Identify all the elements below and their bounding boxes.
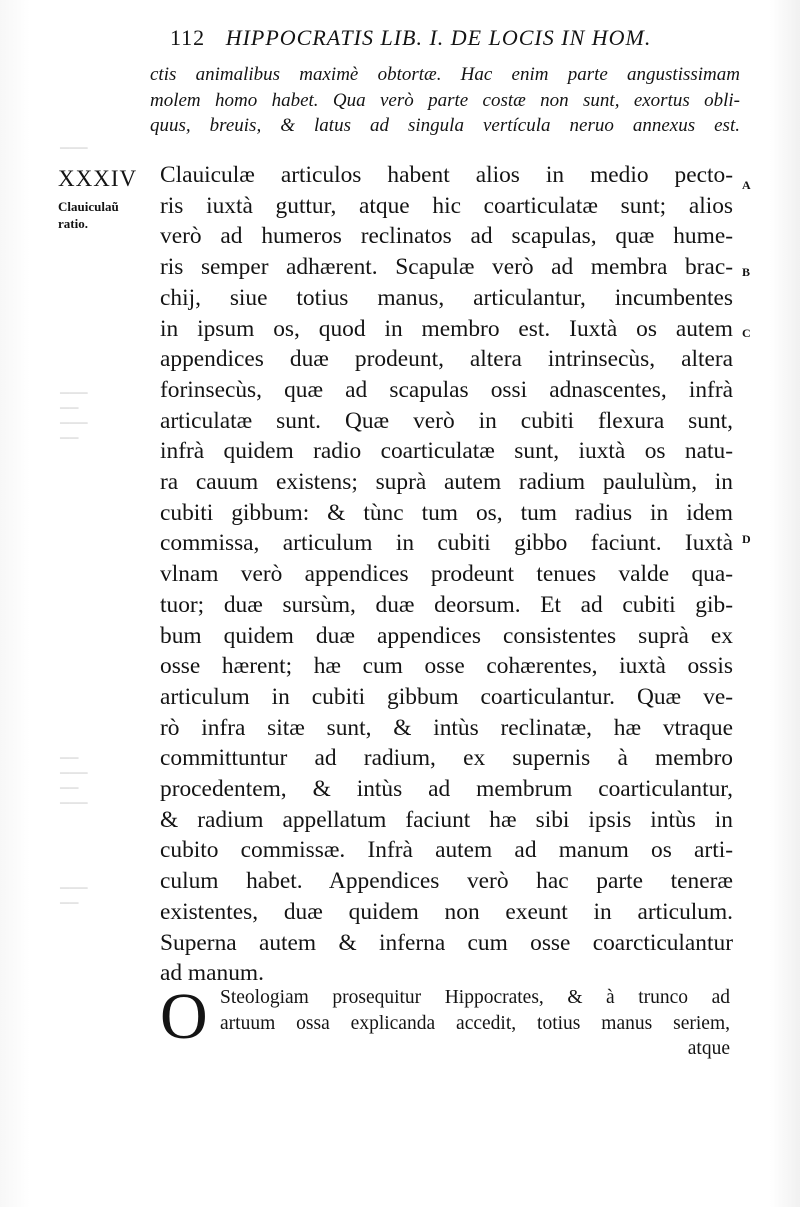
text-line: bum quidem duæ appendices consistentes suprà ex	[160, 622, 733, 649]
text-line: cubito commissæ. Infrà autem ad manum os arti-	[160, 837, 733, 864]
text-line: commissa, articulum in cubiti gibbo faciunt. Iuxtà	[160, 530, 733, 557]
main-text	[160, 160, 733, 989]
page-number: 112	[170, 25, 206, 50]
text-line: articulum in cubiti gibbum coarticulantur. Quæ ve-	[160, 683, 733, 710]
text-line: rò infra sitæ sunt, & intùs reclinatæ, hæ vtraque	[160, 714, 733, 741]
text-line: culum habet. Appendices verò hac parte teneræ	[160, 868, 733, 895]
drop-cap: O	[160, 980, 208, 1053]
left-margin-notes	[58, 166, 154, 232]
side-letter: C	[742, 326, 751, 340]
running-title: HIPPOCRATIS LIB. I. DE LOCIS IN HOM.	[225, 25, 652, 50]
text-line: forinsecùs, quæ ad scapulas ossi adnascentes, infrà	[160, 376, 733, 403]
carryover-line: quus, breuis, & latus ad singula vertícula neruo annexus est.	[150, 115, 740, 136]
text-line: Superna autem & inferna cum osse coarcticulantur	[160, 929, 733, 956]
text-line: ris semper adhærent. Scapulæ verò ad membra brac-	[160, 254, 733, 281]
text-line: vlnam verò appendices prodeunt tenues valde qua-	[160, 561, 733, 588]
carryover-text	[150, 62, 740, 139]
margin-note-line: ratio.	[58, 216, 88, 231]
catchword: atque	[687, 1038, 730, 1059]
carryover-line: molem homo habet. Qua verò parte costæ non sunt, exortus obli-	[150, 89, 740, 111]
text-line: ad manum.	[160, 960, 264, 987]
text-line: osse hærent; hæ cum osse cohærentes, iuxtà ossis	[160, 653, 733, 680]
text-line: procedentem, & intùs ad membrum coarticulantur,	[160, 776, 733, 803]
text-line: tuor; duæ sursùm, duæ deorsum. Et ad cubiti gib-	[160, 591, 733, 618]
carryover-line: ctis animalibus maximè obtortæ. Hac enim parte angustissimam	[150, 64, 740, 85]
text-line: committuntur ad radium, ex supernis à membro	[160, 745, 733, 772]
text-line: & radium appellatum faciunt hæ sibi ipsis intùs in	[160, 806, 733, 833]
bleed-through-mark: ─── ── ─── ──	[60, 385, 88, 445]
margin-note-line: Clauiculaũ	[58, 199, 119, 214]
text-line: Clauiculæ articulos habent alios in medio pecto-	[160, 162, 733, 188]
text-line: chij, siue totius manus, articulantur, incumbentes	[160, 284, 733, 311]
commentary	[160, 980, 730, 1062]
bleed-through-mark: ───	[60, 140, 88, 155]
text-line: ris iuxtà guttur, atque hic coarticulatæ sunt; alios	[160, 192, 733, 219]
bleed-through-mark: ── ─── ── ───	[60, 750, 88, 810]
text-line: appendices duæ prodeunt, altera intrinsecùs, altera	[160, 346, 733, 373]
commentary-line: artuum ossa explicanda accedit, totius manus seriem,	[220, 1012, 730, 1034]
commentary-line: Steologiam prosequitur Hippocrates, & à trunco ad	[220, 987, 730, 1008]
text-line: ra cauum existens; suprà autem radium paululùm, in	[160, 469, 733, 496]
side-letter: D	[742, 532, 751, 546]
text-line: cubiti gibbum: & tùnc tum os, tum radius in idem	[160, 499, 733, 526]
text-line: infrà quidem radio coarticulatæ sunt, iuxtà os natu-	[160, 438, 733, 465]
running-header	[170, 25, 690, 51]
text-line: articulatæ sunt. Quæ verò in cubiti flexura sunt,	[160, 407, 733, 434]
text-line: existentes, duæ quidem non exeunt in articulum.	[160, 898, 733, 925]
side-letter: B	[742, 265, 751, 279]
text-line: verò ad humeros reclinatos ad scapulas, quæ hume-	[160, 223, 733, 250]
section-number: XXXIV	[58, 166, 138, 191]
text-line: in ipsum os, quod in membro est. Iuxtà os autem	[160, 315, 733, 342]
side-letter: A	[742, 178, 751, 192]
bleed-through-mark: ─── ──	[60, 880, 88, 910]
